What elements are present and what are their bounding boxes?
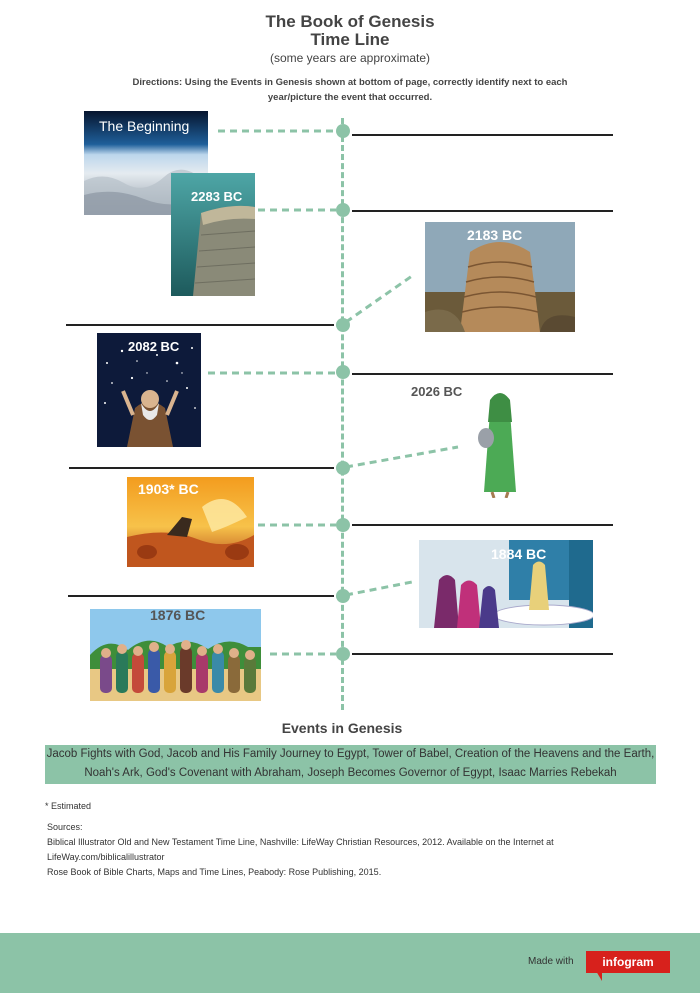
timeline-dot-4	[336, 365, 350, 379]
events-title: Events in Genesis	[281, 720, 403, 736]
answer-line-1[interactable]	[352, 134, 613, 136]
label-1903-bc: 1903* BC	[138, 481, 199, 497]
connector-7	[346, 582, 412, 595]
answer-line-4[interactable]	[352, 373, 613, 375]
infogram-logo[interactable]: infogram	[586, 951, 670, 973]
timeline-dot-3	[336, 318, 350, 332]
label-2026-bc: 2026 BC	[411, 384, 463, 399]
jacob-family-image	[88, 605, 263, 705]
connector-5	[346, 447, 458, 467]
answer-line-3[interactable]	[66, 324, 334, 326]
events-list: Jacob Fights with God, Jacob and His Family Journey to Egypt, Tower of Babel, Creation of the Heavens and the Earth, Noah's Ark, God's Covenant with Abraham, Joseph Becomes Governor of Egypt, Isaac Marries Rebekah	[45, 745, 656, 784]
label-the-beginning: The Beginning	[99, 118, 190, 134]
rebekah-image	[462, 382, 538, 498]
made-with-text: Made with	[528, 956, 574, 967]
timeline-dot-7	[336, 589, 350, 603]
abraham-stars-image	[97, 333, 201, 447]
directions-text: Directions: Using the Events in Genesis shown at bottom of page, correctly identify next to each year/picture the event that occurred.	[132, 77, 568, 103]
answer-line-5[interactable]	[69, 467, 334, 469]
label-2082-bc: 2082 BC	[128, 339, 180, 354]
timeline-dot-6	[336, 518, 350, 532]
timeline-dot-2	[336, 203, 350, 217]
label-1884-bc: 1884 BC	[491, 546, 547, 562]
page-title-line2: Time Line	[310, 30, 390, 49]
joseph-before-pharaoh-image	[419, 540, 593, 628]
noahs-ark-image	[171, 173, 255, 296]
estimated-note: * Estimated	[45, 801, 92, 811]
answer-line-6[interactable]	[352, 524, 613, 526]
jacob-wrestling-image	[127, 477, 254, 567]
tower-of-babel-image	[425, 222, 575, 332]
sources-label: Sources:	[47, 822, 83, 832]
connector-3	[346, 276, 412, 322]
answer-line-8[interactable]	[352, 653, 613, 655]
page-subtitle: (some years are approximate)	[269, 51, 431, 65]
source-1: Biblical Illustrator Old and New Testament Time Line, Nashville: LifeWay Christian Resources, 2012. Available on the Internet at LifeWay.com/biblicalillustrator	[47, 837, 554, 862]
page-title: The Book of Genesis	[265, 12, 435, 31]
answer-line-7[interactable]	[68, 595, 334, 597]
timeline-dot-1	[336, 124, 350, 138]
source-2: Rose Book of Bible Charts, Maps and Time Lines, Peabody: Rose Publishing, 2015.	[47, 867, 382, 877]
label-2283-bc: 2283 BC	[191, 189, 243, 204]
timeline-dot-8	[336, 647, 350, 661]
answer-line-2[interactable]	[352, 210, 613, 212]
label-2183-bc: 2183 BC	[467, 227, 523, 243]
timeline-dot-5	[336, 461, 350, 475]
label-1876-bc: 1876 BC	[150, 607, 206, 623]
